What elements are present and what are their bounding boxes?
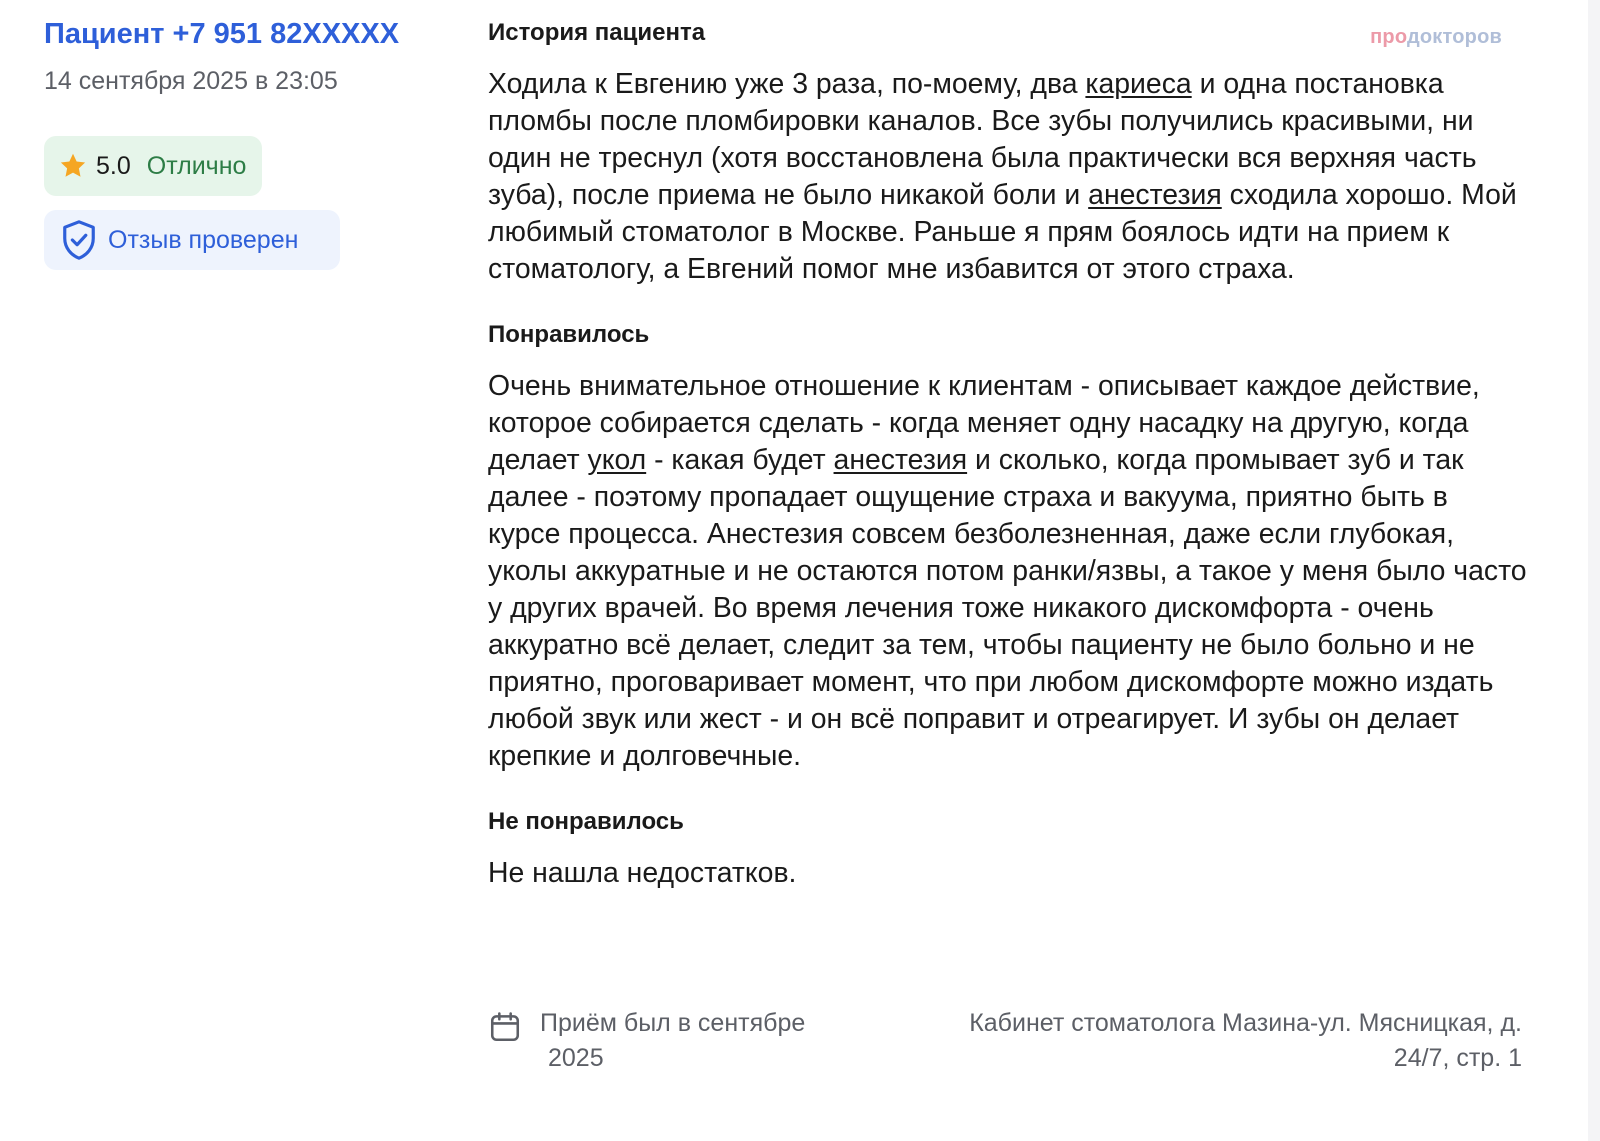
review-date: 14 сентября 2025 в 23:05 [44,67,338,95]
clinic-line1: Кабинет стоматолога Мазина-ул. Мясницкая, д. [969,1009,1522,1037]
history-title: История пациента [488,19,706,46]
verified-badge[interactable] [44,210,340,270]
text-fragment: и одна постановка пломбы после пломбировки каналов. Все зубы получились красивыми, ни один не треснул (хотя восстановлена была практически вся верхняя часть зуба), после приема не было никакой боли и [488,68,1477,211]
liked-section [488,318,1548,775]
visit-text [540,1006,840,1076]
visit-date [488,1006,840,1076]
verified-label: Отзыв проверен [108,225,299,254]
clinic-line2: 24/7, стр. 1 [1393,1044,1522,1072]
text-fragment: и сколько, когда промывает зуб и так далее - поэтому пропадает ощущение страха и вакуума, приятно быть в курсе процесса. Анестезия совсем безболезненная, даже если глубокая, уколы аккуратные и не остаются потом ранки/язвы, а такое у меня было часто у других врачей. Во время лечения тоже никакого дискомфорта - очень аккуратно всё делает, следит за тем, чтобы пациенту не было больно и не приятно, проговаривает момент, что при любом дискомфорте можно издать любой звук или жест - и он всё поправит и отреагирует. И зубы он делает крепкие и долговечные. [488,444,1527,772]
scrollbar[interactable] [1588,0,1600,1141]
text-fragment: - какая будет [646,444,834,476]
brand-logo[interactable] [1370,26,1502,49]
text-fragment: Ходила к Евгению уже 3 раза, по-моему, два [488,68,1086,100]
review-footer [488,1006,1522,1086]
glossary-link[interactable]: анестезия [833,444,968,476]
glossary-link[interactable]: укол [587,444,647,476]
disliked-text: Не нашла недостатков. [488,857,797,889]
text-fragment: Очень внимательное отношение к клиентам - описывает каждое действие, которое собирается сделать - когда меняет одну насадку на другую, когда делает [488,370,1480,476]
text-fragment: сходила хорошо. Мой любимый стоматолог в Москве. Раньше я прям боялось идти на прием к стоматологу, а Евгений помог мне избавится от этого страха. [488,179,1517,285]
glossary-link[interactable]: кариеса [1085,68,1192,100]
star-icon [58,151,88,181]
visit-text-line2: 2025 [548,1044,604,1072]
liked-title: Понравилось [488,321,650,348]
history-section [488,16,1548,288]
calendar-icon [488,1010,522,1044]
review-author[interactable]: Пациент +7 951 82XXXXX [44,18,400,50]
glossary-link[interactable]: анестезия [1088,179,1222,211]
history-text [488,66,1528,288]
clinic-address[interactable] [882,1006,1522,1076]
disliked-section [488,805,1548,892]
rating-score: 5.0 [96,151,131,180]
brand-logo-part1: про [1370,26,1407,48]
shield-check-icon [60,219,98,261]
disliked-title: Не понравилось [488,808,684,835]
brand-logo-part2: докторов [1407,26,1502,48]
review-body [488,16,1548,892]
visit-text-line1: Приём был в сентябре [540,1009,806,1037]
rating-label: Отлично [146,151,247,180]
review-meta [44,14,444,270]
rating-badge [44,136,262,196]
liked-text [488,368,1528,775]
